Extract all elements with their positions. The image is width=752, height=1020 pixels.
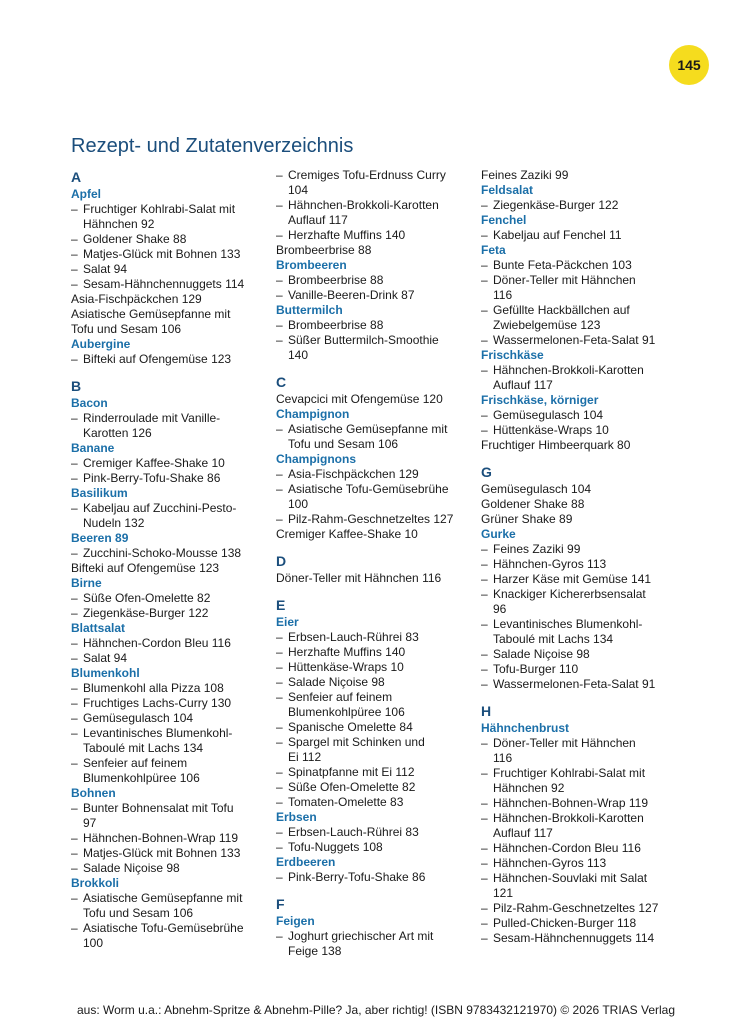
- index-category: [481, 393, 676, 408]
- index-category: [276, 258, 471, 273]
- index-column-3: [481, 168, 676, 946]
- index-entry-text: Asiatische Tofu-Gemüsebrühe: [83, 921, 244, 935]
- index-entry-text: Pink-Berry-Tofu-Shake 86: [83, 471, 221, 485]
- index-main-entry-text: Asiatische Gemüsepfanne mit: [71, 307, 231, 321]
- index-entry: [71, 651, 266, 666]
- index-category-text: Feldsalat: [481, 183, 534, 197]
- index-entry: [481, 273, 676, 303]
- index-entry: [276, 333, 471, 363]
- index-entry-text: Hähnchen-Souvlaki mit Salat: [493, 871, 648, 885]
- index-entry-text: Herzhafte Muffins 140: [288, 228, 406, 242]
- index-category-text: Apfel: [71, 187, 101, 201]
- index-entry: [71, 726, 266, 756]
- index-category: [481, 243, 676, 258]
- index-entry-text: Tofu-Nuggets 108: [288, 840, 383, 854]
- index-entry-text: Hähnchen-Bohnen-Wrap 119: [493, 796, 648, 810]
- index-entry-continuation: Tofu und Sesam 106: [288, 437, 399, 451]
- index-entry: [481, 333, 676, 348]
- index-entry-text: Blumenkohl alla Pizza 108: [83, 681, 224, 695]
- index-entry: [71, 831, 266, 846]
- index-entry: [71, 846, 266, 861]
- index-entry-text: Salade Niçoise 98: [288, 675, 385, 689]
- index-entry-text: Gefüllte Hackbällchen auf: [493, 303, 630, 317]
- index-entry-text: Rinderroulade mit Vanille-: [83, 411, 221, 425]
- index-entry-text: Senfeier auf feinem: [288, 690, 393, 704]
- index-entry-text: Asiatische Gemüsepfanne mit: [83, 891, 243, 905]
- index-entry: [276, 482, 471, 512]
- index-entry: [276, 720, 471, 735]
- index-entry-continuation: Auflauf 117: [493, 378, 553, 392]
- index-main-entry-text: Cevapcici mit Ofengemüse 120: [276, 392, 443, 406]
- index-entry-text: Matjes-Glück mit Bohnen 133: [83, 846, 241, 860]
- index-entry: [71, 921, 266, 951]
- index-entry-text: Knackiger Kichererbsensalat: [493, 587, 646, 601]
- index-entry-text: Spargel mit Schinken und: [288, 735, 425, 749]
- index-category: [71, 786, 266, 801]
- index-entry: [481, 796, 676, 811]
- index-entry: [481, 662, 676, 677]
- index-main-entry-text: Cremiger Kaffee-Shake 10: [276, 527, 418, 541]
- index-entry-text: Feines Zaziki 99: [493, 542, 581, 556]
- index-entry: [481, 363, 676, 393]
- index-entry: [276, 735, 471, 765]
- index-entry: [481, 766, 676, 796]
- index-entry: [71, 247, 266, 262]
- index-entry-text: Spinatpfanne mit Ei 112: [288, 765, 415, 779]
- index-category-text: Erbsen: [276, 810, 317, 824]
- index-entry: [481, 811, 676, 841]
- index-entry-text: Asiatische Tofu-Gemüsebrühe: [288, 482, 449, 496]
- index-entry-text: Hähnchen-Bohnen-Wrap 119: [83, 831, 238, 845]
- index-category-text: Banane: [71, 441, 115, 455]
- index-category-text: Frischkäse: [481, 348, 544, 362]
- index-category-text: Erdbeeren: [276, 855, 336, 869]
- index-entry: [276, 198, 471, 228]
- index-entry-text: Vanille-Beeren-Drink 87: [288, 288, 415, 302]
- index-letter-heading: [481, 702, 676, 721]
- index-category: [481, 721, 676, 736]
- index-entry: [481, 542, 676, 557]
- index-letter-heading: [71, 377, 266, 396]
- index-category: [481, 348, 676, 363]
- index-entry-text: Süße Ofen-Omelette 82: [83, 591, 211, 605]
- index-entry: [71, 636, 266, 651]
- index-category-text: Feigen: [276, 914, 315, 928]
- index-entry-text: Brombeerbrise 88: [288, 318, 384, 332]
- index-main-entry: [481, 482, 676, 497]
- index-entry: [71, 202, 266, 232]
- index-entry-continuation: Nudeln 132: [83, 516, 145, 530]
- index-entry: [481, 647, 676, 662]
- index-letter-heading: [276, 596, 471, 615]
- index-entry: [71, 456, 266, 471]
- index-entry-continuation: Karotten 126: [83, 426, 152, 440]
- index-entry: [276, 780, 471, 795]
- index-entry-text: Gemüsegulasch 104: [83, 711, 194, 725]
- index-entry-continuation: 96: [493, 602, 507, 616]
- index-entry-text: Pink-Berry-Tofu-Shake 86: [288, 870, 426, 884]
- index-entry-text: Erbsen-Lauch-Rührei 83: [288, 825, 419, 839]
- index-entry-text: Hüttenkäse-Wraps 10: [493, 423, 609, 437]
- index-entry: [276, 825, 471, 840]
- index-entry: [481, 303, 676, 333]
- index-entry-text: Salade Niçoise 98: [493, 647, 590, 661]
- index-entry: [71, 681, 266, 696]
- index-entry-text: Hähnchen-Brokkoli-Karotten: [288, 198, 439, 212]
- index-entry: [276, 630, 471, 645]
- index-entry-text: Tomaten-Omelette 83: [288, 795, 404, 809]
- index-letter-heading-text: C: [276, 374, 287, 390]
- index-category: [276, 615, 471, 630]
- index-entry-text: Bifteki auf Ofengemüse 123: [83, 352, 232, 366]
- index-entry-text: Fruchtiger Kohlrabi-Salat mit: [493, 766, 646, 780]
- index-category-text: Bohnen: [71, 786, 116, 800]
- index-entry-text: Herzhafte Muffins 140: [288, 645, 406, 659]
- index-entry-text: Erbsen-Lauch-Rührei 83: [288, 630, 419, 644]
- index-category-text: Brombeeren: [276, 258, 347, 272]
- index-main-entry: [481, 497, 676, 512]
- index-category: [276, 810, 471, 825]
- index-entry: [276, 870, 471, 885]
- index-entry-continuation: 104: [288, 183, 309, 197]
- index-entry-text: Levantinisches Blumenkohl-: [83, 726, 233, 740]
- index-letter-heading-text: A: [71, 169, 82, 185]
- index-category: [71, 666, 266, 681]
- index-letter-heading-text: D: [276, 553, 287, 569]
- index-entry-continuation: Hähnchen 92: [83, 217, 155, 231]
- index-entry-text: Hähnchen-Gyros 113: [493, 557, 607, 571]
- index-entry-text: Asiatische Gemüsepfanne mit: [288, 422, 448, 436]
- index-entry-text: Cremiges Tofu-Erdnuss Curry: [288, 168, 446, 182]
- index-category-text: Bacon: [71, 396, 108, 410]
- index-category-text: Gurke: [481, 527, 516, 541]
- index-entry-text: Wassermelonen-Feta-Salat 91: [493, 677, 656, 691]
- index-category-text: Champignons: [276, 452, 356, 466]
- index-letter-heading: [276, 373, 471, 392]
- index-entry-text: Kabeljau auf Zucchini-Pesto-: [83, 501, 237, 515]
- index-main-entry: [481, 168, 676, 183]
- index-category: [71, 486, 266, 501]
- index-entry: [276, 422, 471, 452]
- index-main-entry: [276, 527, 471, 542]
- index-entry-continuation: 100: [83, 936, 104, 950]
- index-entry: [71, 591, 266, 606]
- index-letter-heading-text: E: [276, 597, 286, 613]
- index-entry: [276, 660, 471, 675]
- index-category-text: Eier: [276, 615, 299, 629]
- index-entry-continuation: Ei 112: [288, 750, 322, 764]
- index-entry: [276, 273, 471, 288]
- index-entry: [481, 557, 676, 572]
- index-main-entry: [276, 243, 471, 258]
- index-entry: [71, 546, 266, 561]
- index-entry: [276, 795, 471, 810]
- index-entry: [276, 228, 471, 243]
- index-main-entry: [481, 438, 676, 453]
- index-entry-text: Brombeerbrise 88: [288, 273, 384, 287]
- index-column-1: [71, 168, 266, 951]
- page-number-badge: [669, 45, 709, 85]
- index-category-text: Brokkoli: [71, 876, 120, 890]
- index-category: [71, 441, 266, 456]
- index-category-text: Blumenkohl: [71, 666, 140, 680]
- index-entry: [71, 232, 266, 247]
- index-entry: [276, 645, 471, 660]
- index-entry-continuation: Blumenkohlpüree 106: [83, 771, 200, 785]
- index-entry-text: Pilz-Rahm-Geschnetzeltes 127: [288, 512, 454, 526]
- index-category-text: Blattsalat: [71, 621, 126, 635]
- index-entry-continuation: Feige 138: [288, 944, 342, 958]
- index-category-text: Basilikum: [71, 486, 128, 500]
- index-entry-continuation: Taboulé mit Lachs 134: [493, 632, 614, 646]
- index-entry: [481, 901, 676, 916]
- index-entry-text: Sesam-Hähnchennuggets 114: [83, 277, 245, 291]
- index-entry-continuation: Blumenkohlpüree 106: [288, 705, 405, 719]
- index-category: [276, 303, 471, 318]
- index-entry: [481, 228, 676, 243]
- index-category: [276, 452, 471, 467]
- page-number: 145: [677, 57, 701, 73]
- index-category-text: Hähnchenbrust: [481, 721, 570, 735]
- index-entry-continuation: 116: [493, 751, 513, 765]
- index-main-entry: [71, 292, 266, 307]
- index-entry: [481, 841, 676, 856]
- index-category-text: Champignon: [276, 407, 350, 421]
- index-entry: [481, 423, 676, 438]
- index-category: [276, 407, 471, 422]
- index-entry-text: Süße Ofen-Omelette 82: [288, 780, 416, 794]
- index-entry: [71, 891, 266, 921]
- index-entry: [276, 512, 471, 527]
- index-entry: [481, 736, 676, 766]
- index-entry-text: Levantinisches Blumenkohl-: [493, 617, 643, 631]
- index-entry: [481, 856, 676, 871]
- index-entry-text: Döner-Teller mit Hähnchen: [493, 736, 636, 750]
- index-entry-text: Hähnchen-Gyros 113: [493, 856, 607, 870]
- index-category: [71, 576, 266, 591]
- index-entry-text: Salade Niçoise 98: [83, 861, 180, 875]
- index-entry: [71, 861, 266, 876]
- index-entry-text: Goldener Shake 88: [83, 232, 187, 246]
- index-entry: [481, 916, 676, 931]
- index-main-entry: [481, 512, 676, 527]
- index-category-text: Fenchel: [481, 213, 527, 227]
- index-letter-heading: [481, 463, 676, 482]
- index-entry: [481, 617, 676, 647]
- index-category: [71, 396, 266, 411]
- index-entry: [276, 318, 471, 333]
- index-entry: [481, 198, 676, 213]
- index-entry: [276, 840, 471, 855]
- index-entry-text: Hüttenkäse-Wraps 10: [288, 660, 404, 674]
- index-entry-text: Hähnchen-Brokkoli-Karotten: [493, 363, 644, 377]
- index-entry: [71, 501, 266, 531]
- index-entry-text: Senfeier auf feinem: [83, 756, 188, 770]
- index-category: [481, 183, 676, 198]
- index-entry-text: Fruchtiges Lachs-Curry 130: [83, 696, 232, 710]
- index-entry-continuation: Tofu und Sesam 106: [83, 906, 194, 920]
- index-entry-continuation: Taboulé mit Lachs 134: [83, 741, 204, 755]
- index-main-entry: [71, 307, 266, 337]
- index-entry: [71, 277, 266, 292]
- index-entry-text: Döner-Teller mit Hähnchen: [493, 273, 636, 287]
- index-entry-text: Salat 94: [83, 651, 128, 665]
- index-entry: [276, 288, 471, 303]
- index-letter-heading: [276, 895, 471, 914]
- index-main-entry-text: Gemüsegulasch 104: [481, 482, 592, 496]
- index-main-entry-text: Bifteki auf Ofengemüse 123: [71, 561, 220, 575]
- index-entry: [276, 765, 471, 780]
- index-entry-continuation: 140: [288, 348, 309, 362]
- index-entry-continuation: Tofu und Sesam 106: [71, 322, 182, 336]
- index-entry-text: Kabeljau auf Fenchel 11: [493, 228, 622, 242]
- page-title: Rezept- und Zutatenverzeichnis: [71, 135, 354, 157]
- index-main-entry-text: Grüner Shake 89: [481, 512, 573, 526]
- index-entry-text: Spanische Omelette 84: [288, 720, 413, 734]
- index-entry: [71, 801, 266, 831]
- index-entry-text: Harzer Käse mit Gemüse 141: [493, 572, 652, 586]
- index-entry-text: Ziegenkäse-Burger 122: [493, 198, 619, 212]
- index-category: [71, 187, 266, 202]
- index-entry-text: Joghurt griechischer Art mit: [288, 929, 434, 943]
- index-letter-heading-text: H: [481, 703, 492, 719]
- index-letter-heading-text: G: [481, 464, 492, 480]
- index-category: [71, 621, 266, 636]
- index-main-entry: [71, 561, 266, 576]
- index-entry: [481, 871, 676, 901]
- index-entry: [481, 587, 676, 617]
- index-entry: [481, 408, 676, 423]
- index-main-entry-text: Brombeerbrise 88: [276, 243, 372, 257]
- index-category: [481, 213, 676, 228]
- index-letter-heading: [276, 552, 471, 571]
- index-entry: [71, 696, 266, 711]
- index-letter-heading-text: B: [71, 378, 82, 394]
- index-category-text: Birne: [71, 576, 102, 590]
- index-category: [276, 855, 471, 870]
- index-column-2: [276, 168, 471, 959]
- index-main-entry-text: Döner-Teller mit Hähnchen 116: [276, 571, 442, 585]
- index-entry-text: Bunte Feta-Päckchen 103: [493, 258, 632, 272]
- index-entry-continuation: 100: [288, 497, 309, 511]
- index-entry-text: Zucchini-Schoko-Mousse 138: [83, 546, 242, 560]
- index-entry: [71, 411, 266, 441]
- index-entry-text: Sesam-Hähnchennuggets 114: [493, 931, 655, 945]
- index-entry-text: Hähnchen-Brokkoli-Karotten: [493, 811, 644, 825]
- index-entry-text: Matjes-Glück mit Bohnen 133: [83, 247, 241, 261]
- index-entry-continuation: 116: [493, 288, 513, 302]
- index-category-text: Beeren 89: [71, 531, 129, 545]
- index-entry-text: Wassermelonen-Feta-Salat 91: [493, 333, 656, 347]
- index-entry-text: Pilz-Rahm-Geschnetzeltes 127: [493, 901, 659, 915]
- index-category-text: Buttermilch: [276, 303, 343, 317]
- index-entry: [276, 675, 471, 690]
- index-entry-continuation: Zwiebelgemüse 123: [493, 318, 601, 332]
- index-entry-text: Asia-Fischpäckchen 129: [288, 467, 419, 481]
- index-entry-text: Tofu-Burger 110: [493, 662, 579, 676]
- index-letter-heading-text: F: [276, 896, 285, 912]
- index-entry-text: Fruchtiger Kohlrabi-Salat mit: [83, 202, 236, 216]
- index-main-entry-text: Feines Zaziki 99: [481, 168, 569, 182]
- index-main-entry-text: Fruchtiger Himbeerquark 80: [481, 438, 631, 452]
- index-category: [71, 337, 266, 352]
- index-entry: [276, 467, 471, 482]
- index-entry-text: Bunter Bohnensalat mit Tofu: [83, 801, 234, 815]
- index-entry-continuation: Hähnchen 92: [493, 781, 565, 795]
- index-entry: [71, 606, 266, 621]
- index-entry: [481, 931, 676, 946]
- index-main-entry-text: Asia-Fischpäckchen 129: [71, 292, 202, 306]
- index-entry-text: Hähnchen-Cordon Bleu 116: [493, 841, 641, 855]
- index-category: [276, 914, 471, 929]
- index-entry: [481, 572, 676, 587]
- index-entry: [481, 258, 676, 273]
- index-entry-text: Salat 94: [83, 262, 128, 276]
- index-entry: [71, 711, 266, 726]
- index-entry-continuation: 97: [83, 816, 97, 830]
- index-category-text: Aubergine: [71, 337, 131, 351]
- index-entry-continuation: Auflauf 117: [493, 826, 553, 840]
- source-footer: aus: Worm u.a.: Abnehm-Spritze & Abnehm-Pille? Ja, aber richtig! (ISBN 9783432121970) © 2026 TRIAS Verlag: [76, 1003, 676, 1017]
- index-entry-continuation: Auflauf 117: [288, 213, 348, 227]
- index-category-text: Feta: [481, 243, 506, 257]
- index-entry: [481, 677, 676, 692]
- index-category: [71, 876, 266, 891]
- index-entry-text: Pulled-Chicken-Burger 118: [493, 916, 637, 930]
- index-main-entry: [276, 392, 471, 407]
- index-main-entry: [276, 571, 471, 586]
- index-letter-heading: [71, 168, 266, 187]
- index-category-text: Frischkäse, körniger: [481, 393, 599, 407]
- index-entry-text: Ziegenkäse-Burger 122: [83, 606, 209, 620]
- index-entry: [276, 929, 471, 959]
- index-entry: [71, 471, 266, 486]
- index-entry-text: Hähnchen-Cordon Bleu 116: [83, 636, 231, 650]
- index-category: [481, 527, 676, 542]
- index-main-entry-text: Goldener Shake 88: [481, 497, 585, 511]
- index-entry-text: Gemüsegulasch 104: [493, 408, 604, 422]
- index-entry: [71, 262, 266, 277]
- index-entry: [276, 168, 471, 198]
- index-category: [71, 531, 266, 546]
- index-entry-text: Cremiger Kaffee-Shake 10: [83, 456, 225, 470]
- index-entry: [71, 756, 266, 786]
- index-entry: [276, 690, 471, 720]
- index-entry-continuation: 121: [493, 886, 514, 900]
- index-entry: [71, 352, 266, 367]
- index-entry-text: Süßer Buttermilch-Smoothie: [288, 333, 439, 347]
